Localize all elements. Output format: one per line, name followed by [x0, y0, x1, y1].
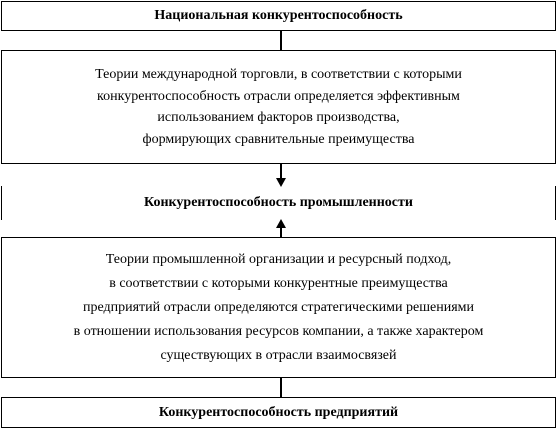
trade-theories-line-4: формирующих сравнительные преимущества [142, 131, 415, 147]
industrial-theories-line-1: Теории промышленной организации и ресурсный подход, [105, 251, 452, 267]
trade-theories-line-3: использованием факторов производства, [157, 110, 400, 125]
arrow-down-to-industry [276, 164, 286, 187]
industry-competitiveness-title: Конкурентоспособность промышленности [144, 195, 413, 210]
industrial-theories-line-4: в отношении использования ресурсов компании, а также характером [73, 323, 484, 339]
industrial-theories-line-5: существующих в отрасли взаимосвязей [160, 347, 397, 363]
industrial-theories-line-3: предприятий отрасли определяются стратегическими решениями [82, 299, 475, 315]
trade-theories-line-1: Теории международной торговли, в соответствии с которыми [95, 67, 462, 82]
enterprise-competitiveness-title: Конкурентоспособность предприятий [158, 404, 399, 420]
industrial-theories-line-2: в соответствии с которыми конкурентные преимущества [109, 275, 448, 291]
arrow-up-to-industry [276, 219, 286, 237]
trade-theories-line-2: конкурентоспособность отрасли определяется эффективным [97, 88, 460, 104]
national-competitiveness-title: Национальная конкурентоспособность [154, 8, 403, 23]
